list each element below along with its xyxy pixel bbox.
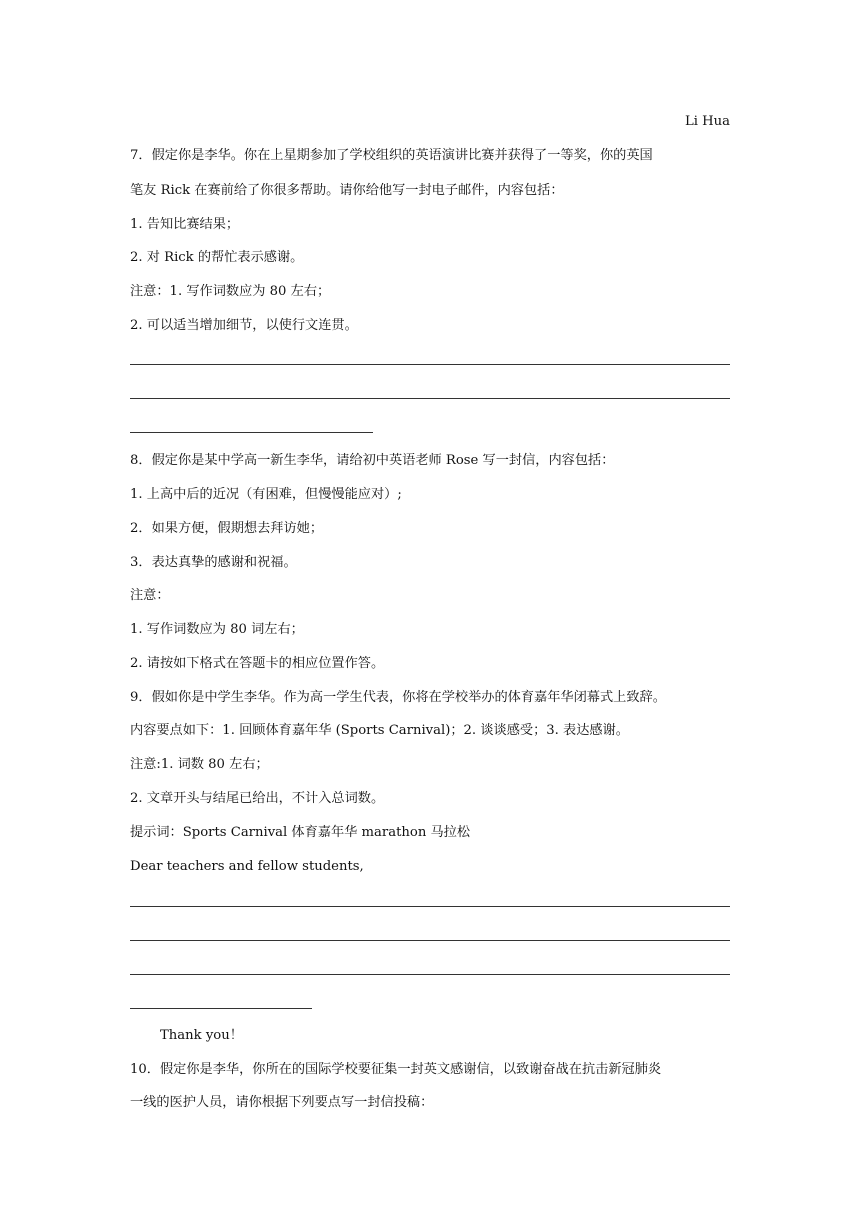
answer-line: [130, 1008, 312, 1009]
q10-line-2: 一线的医护人员，请你根据下列要点写一封信投稿：: [130, 1095, 434, 1110]
q10-line-1: 10．假定你是李华，你所在的国际学校要征集一封英文感谢信，以致谢奋战在抗击新冠肺炎: [130, 1062, 662, 1077]
answer-line: [130, 906, 730, 907]
q9-line-2: 内容要点如下：1. 回顾体育嘉年华 (Sports Carnival)；2. 谈谈感受；3. 表达感谢。: [130, 723, 629, 738]
answer-line: [130, 974, 730, 975]
signature: Li Hua: [684, 114, 730, 129]
q8-line-1: 8．假定你是某中学高一新生李华，请给初中英语老师 Rose 写一封信，内容包括：: [130, 453, 615, 468]
q7-note-2: 2. 可以适当增加细节，以使行文连贯。: [130, 318, 358, 333]
q7-point-1: 1. 告知比赛结果；: [130, 217, 240, 232]
document-page: [130, 0, 730, 1216]
q8-point-1: 1. 上高中后的近况（有困难，但慢慢能应对）;: [130, 487, 402, 502]
q9-note-1: 注意:1. 词数 80 左右；: [130, 757, 269, 772]
answer-line: [130, 432, 373, 433]
q7-point-2: 2. 对 Rick 的帮忙表示感谢。: [130, 250, 304, 265]
answer-line: [130, 940, 730, 941]
q7-note-1: 注意：1. 写作词数应为 80 左右；: [130, 284, 331, 299]
q8-point-2: 2．如果方便，假期想去拜访她；: [130, 521, 324, 536]
q9-closing: Thank you！: [160, 1028, 243, 1043]
q9-hint: 提示词：Sports Carnival 体育嘉年华 marathon 马拉松: [130, 825, 471, 840]
q8-note-1: 1. 写作词数应为 80 词左右；: [130, 622, 304, 637]
q8-point-3: 3．表达真挚的感谢和祝福。: [130, 555, 297, 570]
q7-line-2: 笔友 Rick 在赛前给了你很多帮助。请你给他写一封电子邮件，内容包括：: [130, 183, 564, 198]
answer-line: [130, 398, 730, 399]
q9-note-2: 2. 文章开头与结尾已给出，不计入总词数。: [130, 791, 385, 806]
answer-line: [130, 364, 730, 365]
q9-line-1: 9．假如你是中学生李华。作为高一学生代表，你将在学校举办的体育嘉年华闭幕式上致辞。: [130, 690, 666, 705]
q8-note-label: 注意：: [130, 588, 170, 603]
q7-line-1: 7．假定你是李华。你在上星期参加了学校组织的英语演讲比赛并获得了一等奖，你的英国: [130, 148, 653, 163]
q9-greeting: Dear teachers and fellow students,: [130, 859, 364, 874]
q8-note-2: 2. 请按如下格式在答题卡的相应位置作答。: [130, 656, 385, 671]
